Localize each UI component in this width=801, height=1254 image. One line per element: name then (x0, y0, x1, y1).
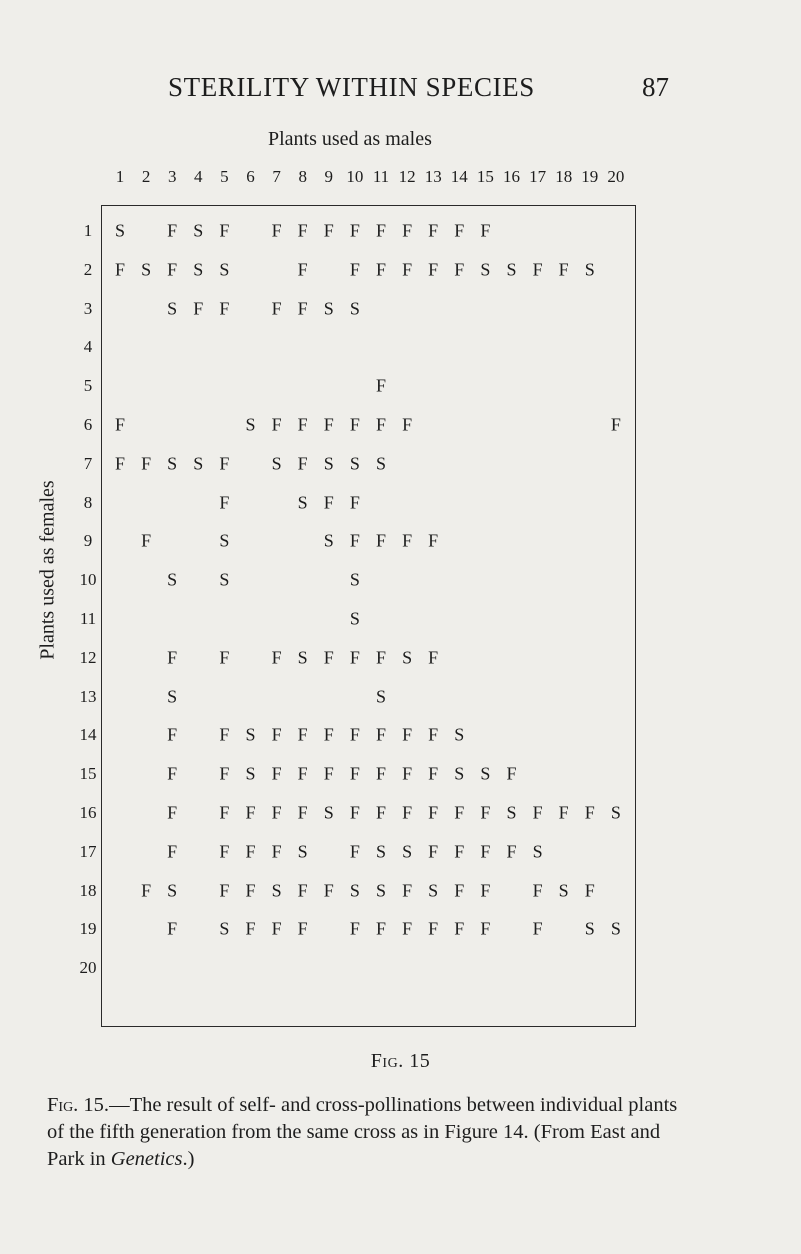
grid-cell: F (271, 918, 282, 939)
grid-cell: F (141, 880, 152, 901)
grid-cell: F (349, 763, 360, 784)
grid-cell: F (402, 763, 413, 784)
column-label: 16 (503, 167, 520, 186)
grid-cell: F (349, 724, 360, 745)
grid-cell: F (375, 375, 387, 396)
grid-cell: F (532, 259, 543, 280)
grid-cell: F (167, 841, 178, 862)
grid-cell: F (245, 802, 256, 823)
grid-cell: S (245, 763, 256, 784)
grid-cell: S (245, 724, 256, 745)
grid-cell: S (584, 259, 595, 280)
row-label: 17 (79, 841, 97, 861)
grid-cell: F (402, 259, 413, 280)
grid-cell: F (297, 414, 308, 435)
grid-cell: F (297, 220, 308, 241)
grid-cell: F (323, 220, 334, 241)
row-label: 9 (83, 531, 93, 551)
row-label: 10 (79, 570, 97, 590)
grid-cell: F (480, 802, 491, 823)
grid-cell: S (323, 298, 334, 319)
grid-cell: S (454, 724, 465, 745)
grid-cell: F (480, 918, 491, 939)
grid-cell: F (532, 880, 543, 901)
row-label: 7 (83, 453, 93, 473)
row-label: 18 (79, 880, 97, 900)
column-label: 11 (372, 167, 390, 186)
grid-cell: F (375, 802, 387, 823)
grid-cell: F (245, 880, 256, 901)
grid-cell: F (349, 492, 360, 513)
grid-cell: F (454, 918, 465, 939)
grid-cell: F (402, 802, 413, 823)
grid-cell: F (480, 880, 491, 901)
grid-cell: F (323, 880, 334, 901)
caption-text: —The result of self- and cross-pollinations between individual plants of the fifth generation from the same cross as in Figure 14. (From East and Park in (47, 1094, 678, 1170)
grid-cell: F (349, 220, 360, 241)
column-label: 17 (529, 167, 547, 186)
grid-cell: S (167, 686, 178, 707)
column-label: 3 (167, 167, 177, 186)
grid-cell: S (480, 763, 491, 784)
grid-cell: F (271, 763, 282, 784)
grid-cell: F (402, 220, 413, 241)
page-number: 87 (642, 72, 669, 102)
grid-cell: F (402, 724, 413, 745)
figure-caption (47, 1092, 687, 1173)
grid-cell: F (219, 220, 230, 241)
grid-cell: S (349, 880, 360, 901)
row-label: 2 (83, 259, 93, 279)
grid-cell: S (375, 880, 387, 901)
grid-cell: F (167, 918, 178, 939)
grid-cell: S (297, 647, 308, 668)
grid-cell: F (428, 841, 439, 862)
grid-cell: F (219, 763, 230, 784)
grid-cell: S (349, 569, 360, 590)
grid-cell: S (219, 259, 230, 280)
grid-cell: F (141, 530, 152, 551)
row-label: 5 (83, 376, 93, 396)
grid-cell: F (454, 259, 465, 280)
grid-cell: F (349, 647, 360, 668)
grid-cell: F (167, 220, 178, 241)
grid-cell: S (323, 453, 334, 474)
grid-cell: S (193, 453, 204, 474)
grid-cell: S (219, 530, 230, 551)
grid-cell: F (297, 298, 308, 319)
grid-cell: F (454, 220, 465, 241)
grid-cell: F (428, 918, 439, 939)
grid-cell: F (480, 841, 491, 862)
grid-cell: S (141, 259, 152, 280)
caption-journal: Genetics (110, 1148, 183, 1170)
grid-cell: S (297, 841, 308, 862)
grid-cell: S (349, 298, 360, 319)
grid-cell: F (297, 918, 308, 939)
grid-cell: F (219, 453, 230, 474)
grid-cell: F (297, 880, 308, 901)
grid-cell: S (506, 259, 517, 280)
grid-cell: F (271, 298, 282, 319)
grid-cell: F (428, 724, 439, 745)
grid-cell: F (349, 802, 360, 823)
grid-cell: S (610, 918, 621, 939)
grid-cell: F (219, 841, 230, 862)
grid-cell: F (428, 802, 439, 823)
column-label: 18 (555, 167, 573, 186)
column-label: 10 (346, 167, 364, 186)
grid-cell: F (349, 530, 360, 551)
grid-cell: S (375, 841, 387, 862)
column-label: 20 (607, 167, 625, 186)
grid-cell: F (297, 453, 308, 474)
grid-cell: S (219, 918, 230, 939)
row-label: 11 (79, 609, 97, 628)
grid-cell: S (506, 802, 517, 823)
grid-cell: F (167, 724, 178, 745)
grid-cell: S (349, 608, 360, 629)
grid-cell: S (558, 880, 569, 901)
grid-cell: F (271, 724, 282, 745)
column-label: 1 (115, 167, 125, 186)
grid-cell: F (297, 763, 308, 784)
grid-cell: F (219, 880, 230, 901)
grid-cell: F (454, 802, 465, 823)
grid-cell: S (271, 880, 282, 901)
row-label: 14 (79, 725, 97, 745)
grid-cell: S (167, 298, 178, 319)
grid-cell: F (584, 880, 595, 901)
grid-cell: F (375, 918, 387, 939)
grid-cell: F (193, 298, 204, 319)
grid-cell: F (271, 647, 282, 668)
column-label: 9 (324, 167, 334, 186)
grid-cell: F (323, 492, 334, 513)
row-label: 6 (83, 415, 93, 434)
column-label: 8 (298, 167, 307, 186)
grid-cell: F (506, 841, 517, 862)
column-label: 5 (220, 167, 229, 186)
grid-cell: S (428, 880, 439, 901)
row-label: 16 (79, 803, 97, 822)
grid-cell: S (610, 802, 621, 823)
running-header: STERILITY WITHIN SPECIES (168, 72, 535, 102)
grid-cell: F (428, 763, 439, 784)
grid-cell: F (375, 414, 387, 435)
row-label: 3 (83, 298, 93, 318)
caption-label: Fig. 15. (47, 1094, 110, 1116)
grid-cell: F (219, 724, 230, 745)
grid-cell: F (323, 763, 334, 784)
grid-cell: F (114, 414, 126, 435)
row-label: 15 (79, 764, 97, 784)
grid-cell: F (219, 802, 230, 823)
row-label: 8 (83, 492, 93, 512)
grid-cell: F (297, 724, 308, 745)
grid-cell: F (506, 763, 517, 784)
grid-cell: F (558, 259, 569, 280)
column-label: 15 (476, 167, 494, 186)
grid-cell: F (610, 414, 621, 435)
grid-cell: F (428, 220, 439, 241)
grid-cell: S (271, 453, 282, 474)
grid-cell: S (584, 918, 595, 939)
grid-cell: F (167, 259, 178, 280)
grid-cell: F (323, 414, 334, 435)
grid-cell: S (167, 569, 178, 590)
column-label: 13 (424, 167, 442, 186)
row-label: 4 (83, 337, 93, 357)
grid-cell: F (323, 647, 334, 668)
grid-cell: F (141, 453, 152, 474)
grid-cell: S (402, 841, 413, 862)
grid-cell: F (349, 414, 360, 435)
grid-cell: F (454, 880, 465, 901)
grid-cell: F (558, 802, 569, 823)
grid-cell: F (428, 647, 439, 668)
grid-cell: S (219, 569, 230, 590)
column-label: 12 (398, 167, 416, 186)
grid-cell: F (375, 763, 387, 784)
grid-cell: F (297, 259, 308, 280)
column-label: 4 (194, 167, 203, 186)
grid-cell: F (402, 918, 413, 939)
results-grid-frame (101, 205, 636, 1027)
grid-cell: F (219, 647, 230, 668)
grid-cell: F (245, 841, 256, 862)
grid-cell: F (402, 414, 413, 435)
grid-cell: F (219, 298, 230, 319)
grid-cell: F (402, 530, 413, 551)
grid-cell: F (323, 724, 334, 745)
grid-cell: S (114, 220, 126, 241)
grid-cell: F (297, 802, 308, 823)
row-axis-title: Plants used as females (36, 480, 59, 660)
row-label: 12 (79, 647, 97, 667)
grid-cell: F (349, 918, 360, 939)
grid-cell: S (245, 414, 256, 435)
grid-cell: S (375, 686, 387, 707)
grid-cell: F (375, 220, 387, 241)
grid-cell: F (480, 220, 491, 241)
column-label: 14 (450, 167, 468, 186)
grid-cell: F (114, 453, 126, 474)
grid-cell: F (219, 492, 230, 513)
grid-cell: S (167, 453, 178, 474)
grid-cell: F (532, 918, 543, 939)
grid-cell: S (402, 647, 413, 668)
grid-cell: S (193, 220, 204, 241)
grid-cell: F (271, 841, 282, 862)
grid-cell: F (532, 802, 543, 823)
grid-cell: F (114, 259, 126, 280)
grid-cell: F (428, 530, 439, 551)
grid-cell: F (428, 259, 439, 280)
figure-label: Fig. 15 (370, 1050, 431, 1072)
column-label: 6 (246, 167, 255, 186)
grid-cell: F (402, 880, 413, 901)
grid-cell: S (167, 880, 178, 901)
grid-cell: F (454, 841, 465, 862)
grid-cell: F (167, 647, 178, 668)
grid-cell: S (349, 453, 360, 474)
column-label: 7 (272, 167, 281, 186)
row-label: 20 (79, 958, 97, 978)
grid-cell: F (375, 724, 387, 745)
column-axis-title: Plants used as males (268, 128, 432, 150)
column-label: 2 (141, 167, 151, 186)
grid-cell: F (375, 259, 387, 280)
row-label: 19 (79, 919, 97, 939)
grid-cell: S (323, 802, 334, 823)
grid-cell: F (349, 841, 360, 862)
row-label: 13 (79, 686, 97, 706)
grid-cell: S (297, 492, 308, 513)
grid-cell: S (480, 259, 491, 280)
row-label: 1 (83, 221, 93, 240)
grid-cell: F (375, 530, 387, 551)
grid-cell: S (454, 763, 465, 784)
grid-cell: F (271, 802, 282, 823)
grid-cell: F (245, 918, 256, 939)
grid-cell: F (271, 414, 282, 435)
grid-cell: F (584, 802, 595, 823)
column-label: 19 (581, 167, 599, 186)
grid-cell: S (323, 530, 334, 551)
grid-cell: S (532, 841, 543, 862)
grid-cell: F (167, 802, 178, 823)
grid-cell: S (193, 259, 204, 280)
grid-cell: S (375, 453, 387, 474)
grid-cell: F (167, 763, 178, 784)
grid-cell: F (349, 259, 360, 280)
grid-cell: F (271, 220, 282, 241)
grid-cell: F (375, 647, 387, 668)
caption-end: .) (182, 1148, 195, 1170)
